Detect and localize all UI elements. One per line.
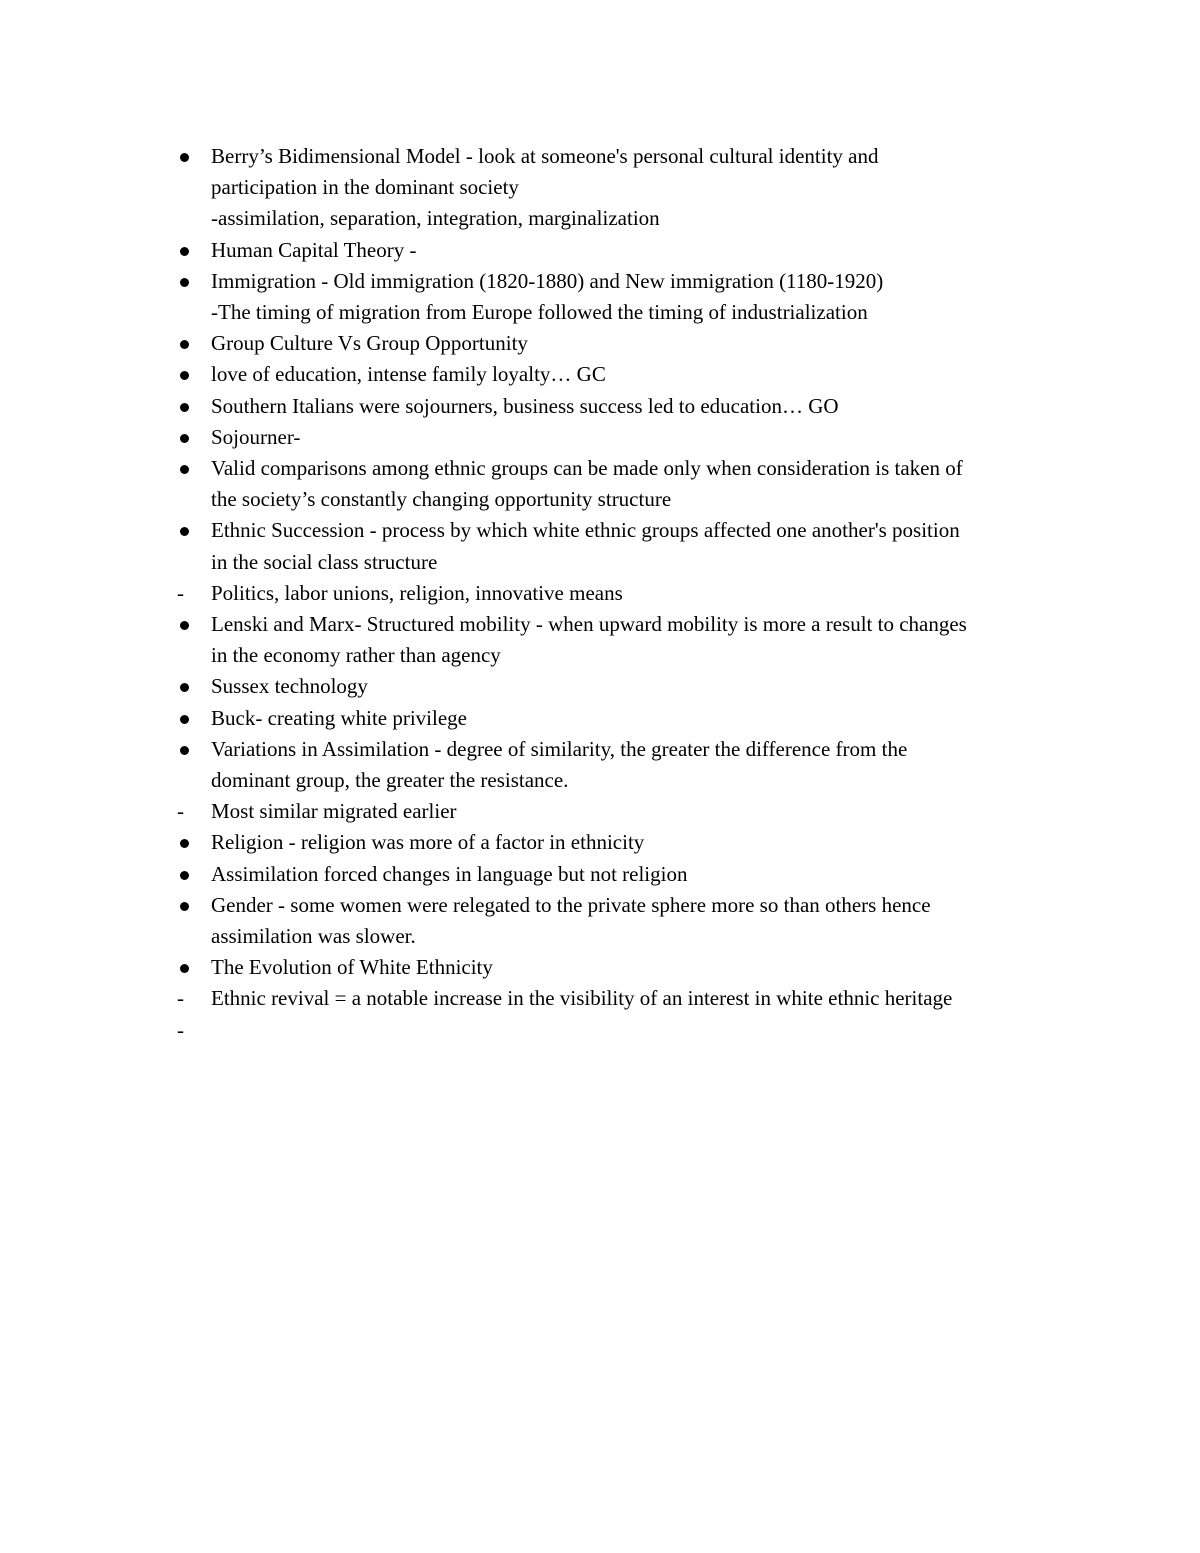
list-item [172, 952, 1072, 983]
bullet-marker [172, 422, 211, 453]
list-item-text [211, 141, 1072, 235]
bullet-marker [172, 359, 211, 390]
bullet-marker [172, 453, 211, 484]
bullet-dot-icon [180, 621, 189, 630]
bullet-dot-icon [180, 371, 189, 380]
text-line: Gender - some women were relegated to the private sphere more so than others hence [211, 892, 931, 917]
list-item-text [211, 952, 1072, 983]
text-line: Berry’s Bidimensional Model - look at someone's personal cultural identity and [211, 144, 879, 168]
list-item [172, 359, 1072, 390]
dash-marker [172, 796, 211, 827]
bullet-dot-icon [180, 715, 189, 724]
list-item-text [211, 609, 1072, 671]
text-line: Immigration - Old immigration (1820-1880) and New immigration (1180-1920) [211, 268, 884, 293]
list-item [172, 391, 1072, 422]
text-line [211, 1015, 1072, 1046]
list-item [172, 141, 1072, 235]
text-line: Buck- creating white privilege [211, 705, 467, 730]
bullet-marker [172, 671, 211, 702]
list-item [172, 609, 1072, 671]
text-line: Variations in Assimilation - degree of similarity, the greater the difference from the [211, 736, 908, 761]
bullet-marker [172, 609, 211, 640]
text-line: in the economy rather than agency [211, 643, 501, 668]
list-item [172, 1015, 1072, 1046]
bullet-dot-icon [180, 153, 189, 162]
list-item [172, 453, 1072, 515]
list-item-text [211, 734, 1072, 796]
bullet-dot-icon [180, 902, 189, 911]
text-line: Human Capital Theory - [211, 237, 417, 262]
list-item [172, 703, 1072, 734]
list-item-text [211, 266, 1072, 328]
list-item-text [211, 671, 1072, 702]
list-item [172, 328, 1072, 359]
dash-glyph: - [177, 1017, 184, 1042]
text-line: -The timing of migration from Europe followed the timing of industrialization [211, 300, 868, 325]
dash-glyph: - [177, 799, 184, 824]
list-item [172, 890, 1072, 952]
list-item [172, 983, 1072, 1014]
dash-glyph: - [177, 986, 184, 1011]
dash-marker [172, 983, 211, 1014]
text-line: in the social class structure [211, 549, 438, 574]
bullet-marker [172, 515, 211, 546]
list-item [172, 422, 1072, 453]
list-item-text [211, 859, 1072, 890]
text-line: Group Culture Vs Group Opportunity [211, 331, 528, 356]
bullet-marker [172, 827, 211, 858]
list-item-text [211, 359, 1072, 390]
text-line: the society’s constantly changing opportunity structure [211, 487, 672, 512]
text-line: Sussex technology [211, 674, 368, 699]
text-line: Religion - religion was more of a factor in ethnicity [211, 830, 645, 855]
bullet-dot-icon [180, 683, 189, 692]
list-item [172, 671, 1072, 702]
text-line: participation in the dominant society [211, 175, 519, 200]
text-line: Ethnic Succession - process by which white ethnic groups affected one another's position [211, 518, 960, 543]
bullet-dot-icon [180, 403, 189, 412]
list-item-text [211, 890, 1072, 952]
list-item-text [211, 235, 1072, 266]
list-item-text [211, 1015, 1072, 1046]
bullet-marker [172, 391, 211, 422]
bullet-marker [172, 890, 211, 921]
bullet-marker [172, 328, 211, 359]
list-item [172, 796, 1072, 827]
bullet-dot-icon [180, 964, 189, 973]
bullet-dot-icon [180, 839, 189, 848]
list-item-text [211, 578, 1072, 609]
list-item-text [211, 983, 1072, 1014]
text-line: The Evolution of White Ethnicity [211, 955, 493, 980]
text-line: Valid comparisons among ethnic groups can be made only when consideration is taken of [211, 456, 963, 481]
list-item-text [211, 391, 1072, 422]
bullet-dot-icon [180, 434, 189, 443]
bullet-marker [172, 952, 211, 983]
bullet-marker [172, 141, 211, 172]
bullet-dot-icon [180, 247, 189, 256]
list-item-text [211, 453, 1072, 515]
dash-marker [172, 578, 211, 609]
bullet-dot-icon [180, 527, 189, 536]
text-line: love of education, intense family loyalty… GC [211, 362, 606, 387]
list-item [172, 827, 1072, 858]
list-item [172, 515, 1072, 577]
bullet-dot-icon [180, 278, 189, 287]
list-item [172, 734, 1072, 796]
text-line: -assimilation, separation, integration, marginalization [211, 206, 660, 231]
text-line: Politics, labor unions, religion, innovative means [211, 580, 623, 605]
list-item [172, 578, 1072, 609]
text-line: dominant group, the greater the resistance. [211, 768, 569, 793]
list-item-text [211, 703, 1072, 734]
text-line: assimilation was slower. [211, 924, 416, 949]
text-line: Most similar migrated earlier [211, 799, 457, 824]
list-item [172, 859, 1072, 890]
bullet-dot-icon [180, 465, 189, 474]
bullet-marker [172, 266, 211, 297]
text-line: Sojourner- [211, 424, 301, 449]
notes-list [172, 141, 1072, 1046]
text-line: Southern Italians were sojourners, business success led to education… GO [211, 393, 839, 418]
bullet-marker [172, 235, 211, 266]
list-item [172, 266, 1072, 328]
list-item-text [211, 422, 1072, 453]
dash-marker [172, 1015, 211, 1046]
list-item-text [211, 796, 1072, 827]
text-line: Lenski and Marx- Structured mobility - when upward mobility is more a result to changes [211, 612, 967, 637]
text-line: Assimilation forced changes in language but not religion [211, 861, 688, 886]
bullet-marker [172, 734, 211, 765]
bullet-dot-icon [180, 746, 189, 755]
bullet-marker [172, 703, 211, 734]
dash-glyph: - [177, 580, 184, 605]
bullet-dot-icon [180, 871, 189, 880]
bullet-marker [172, 859, 211, 890]
list-item [172, 235, 1072, 266]
list-item-text [211, 827, 1072, 858]
list-item-text [211, 328, 1072, 359]
text-line: Ethnic revival = a notable increase in the visibility of an interest in white ethnic heritage [211, 986, 953, 1011]
list-item-text [211, 515, 1072, 577]
bullet-dot-icon [180, 340, 189, 349]
